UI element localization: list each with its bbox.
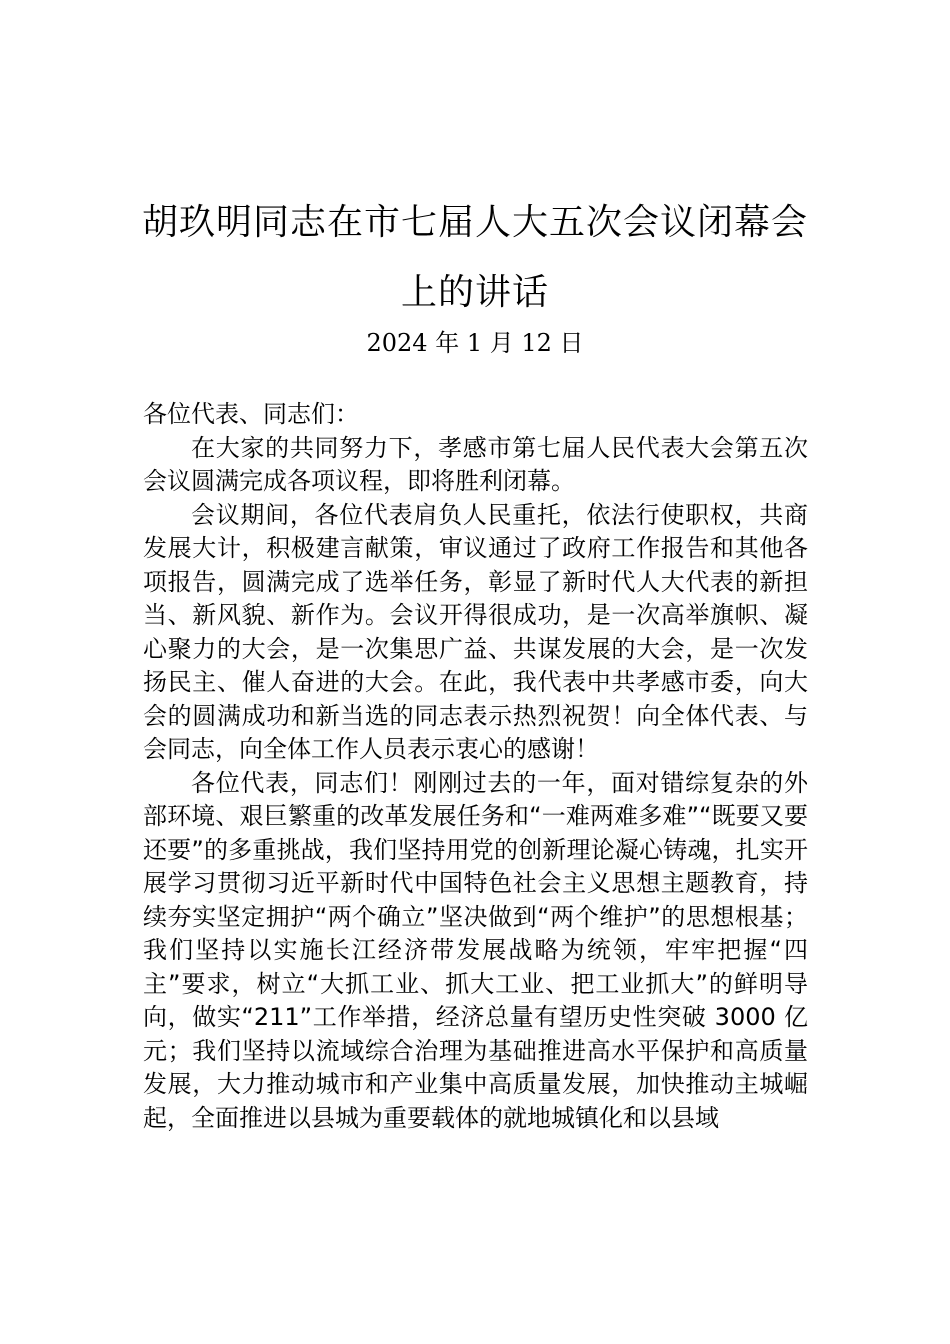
- salutation: 各位代表、同志们：: [143, 400, 359, 428]
- document-title-line-1: 胡玖明同志在市七届人大五次会议闭幕会: [141, 202, 808, 243]
- paragraph-2: 会议期间，各位代表肩负人民重托，依法行使职权，共商发展大计，积极建言献策，审议通过了政府工作报告和其他各项报告，圆满完成了选举任务，彰显了新时代人大代表的新担当、新风貌、新作为。会议开得很成功，是一次高举旗帜、凝心聚力的大会，是一次集思广益、共谋发展的大会，是一次发扬民主、催人奋进的大会。在此，我代表中共孝感市委，向大会的圆满成功和新当选的同志表示热烈祝贺！向全体代表、与会同志，向全体工作人员表示衷心的感谢！: [143, 500, 808, 763]
- paragraph-1: 在大家的共同努力下，孝感市第七届人民代表大会第五次会议圆满完成各项议程，即将胜利闭幕。: [143, 433, 808, 495]
- document-body: [143, 398, 808, 1135]
- document-date: 2024 年 1 月 12 日: [366, 329, 584, 357]
- paragraph-3: 各位代表，同志们！刚刚过去的一年，面对错综复杂的外部环境、艰巨繁重的改革发展任务和“一难两难多难”“既要又要还要”的多重挑战，我们坚持用党的创新理论凝心铸魂，扎实开展学习贯彻习近平新时代中国特色社会主义思想主题教育，持续夯实坚定拥护“两个确立”坚决做到“两个维护”的思想根基；我们坚持以实施长江经济带发展战略为统领，牢牢把握“四主”要求，树立“大抓工业、抓大工业、把工业抓大”的鲜明导向，做实“211”工作举措，经济总量有望历史性突破 3000 亿元；我们坚持以流域综合治理为基础推进高水平保护和高质量发展，大力推动城市和产业集中高质量发展，加快推动主城崛起，全面推进以县城为重要载体的就地城镇化和以县域: [143, 768, 808, 1132]
- document-title-line-2: 上的讲话: [400, 272, 549, 313]
